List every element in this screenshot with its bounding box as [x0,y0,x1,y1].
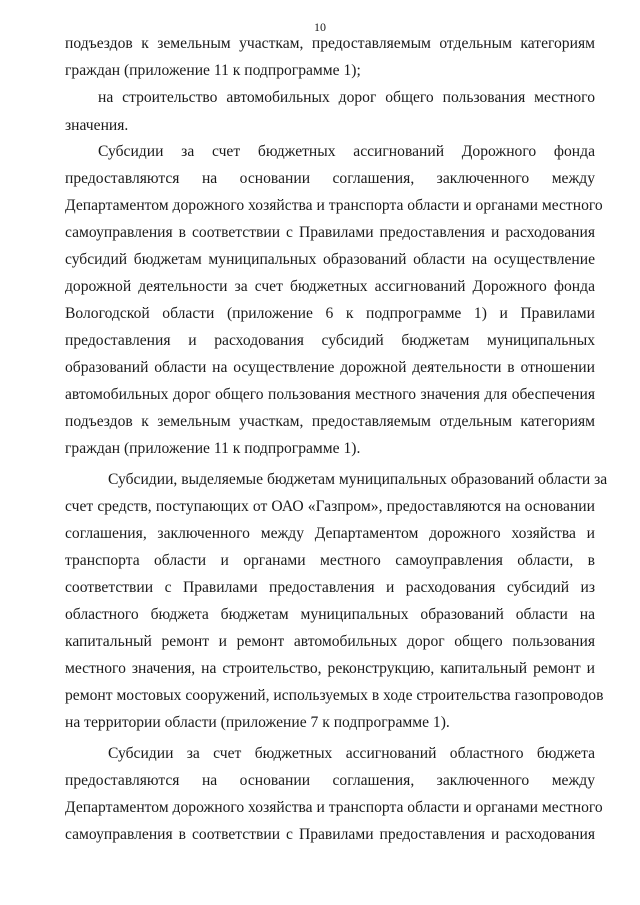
text-line: Департаментом дорожного хозяйства и транспорта области и органами местного [65,799,603,816]
text-line: значения. [65,117,129,134]
text-line: капитальный ремонт и ремонт автомобильных дорог общего пользования [65,633,595,650]
text-line: соглашения, заключенного между Департаментом дорожного хозяйства и [65,525,595,542]
text-line: граждан (приложение 11 к подпрограмме 1); [65,62,361,79]
text-line: местного значения, на строительство, реконструкцию, капитальный ремонт и [65,660,595,677]
text-line: предоставления и расходования субсидий бюджетам муниципальных [65,332,595,349]
text-line: самоуправления в соответствии с Правилами предоставления и расходования [65,826,595,843]
text-line: подъездов к земельным участкам, предоставляемым отдельным категориям [65,35,595,52]
page-number: 10 [314,20,326,34]
text-line: соответствии с Правилами предоставления и расходования субсидий из [65,579,595,596]
text-line: подъездов к земельным участкам, предоставляемым отдельным категориям [65,413,595,430]
text-line: транспорта области и органами местного самоуправления области, в [65,552,595,569]
text-line: Департаментом дорожного хозяйства и транспорта области и органами местного [65,197,603,214]
text-line: ремонт мостовых сооружений, используемых в ходе строительства газопроводов [65,687,604,704]
text-line: Субсидии, выделяемые бюджетам муниципальных образований области за [108,471,608,488]
text-line: на строительство автомобильных дорог общего пользования местного [98,89,595,106]
text-line: Субсидии за счет бюджетных ассигнований Дорожного фонда [98,143,595,160]
text-line: Вологодской области (приложение 6 к подпрограмме 1) и Правилами [65,305,595,322]
text-line: счет средств, поступающих от ОАО «Газпром», предоставляются на основании [65,498,595,515]
text-line: Субсидии за счет бюджетных ассигнований областного бюджета [108,745,595,762]
text-line: областного бюджета бюджетам муниципальных образований области на [65,606,595,623]
text-line: предоставляются на основании соглашения, заключенного между [65,772,595,789]
text-line: предоставляются на основании соглашения, заключенного между [65,170,595,187]
text-line: субсидий бюджетам муниципальных образований области на осуществление [65,251,595,268]
text-line: самоуправления в соответствии с Правилами предоставления и расходования [65,224,595,241]
text-line: образований области на осуществление дорожной деятельности в отношении [65,359,595,376]
text-line: дорожной деятельности за счет бюджетных ассигнований Дорожного фонда [65,278,595,295]
text-line: на территории области (приложение 7 к подпрограмме 1). [65,714,450,731]
text-line: автомобильных дорог общего пользования местного значения для обеспечения [65,386,595,403]
text-line: граждан (приложение 11 к подпрограмме 1). [65,440,361,457]
